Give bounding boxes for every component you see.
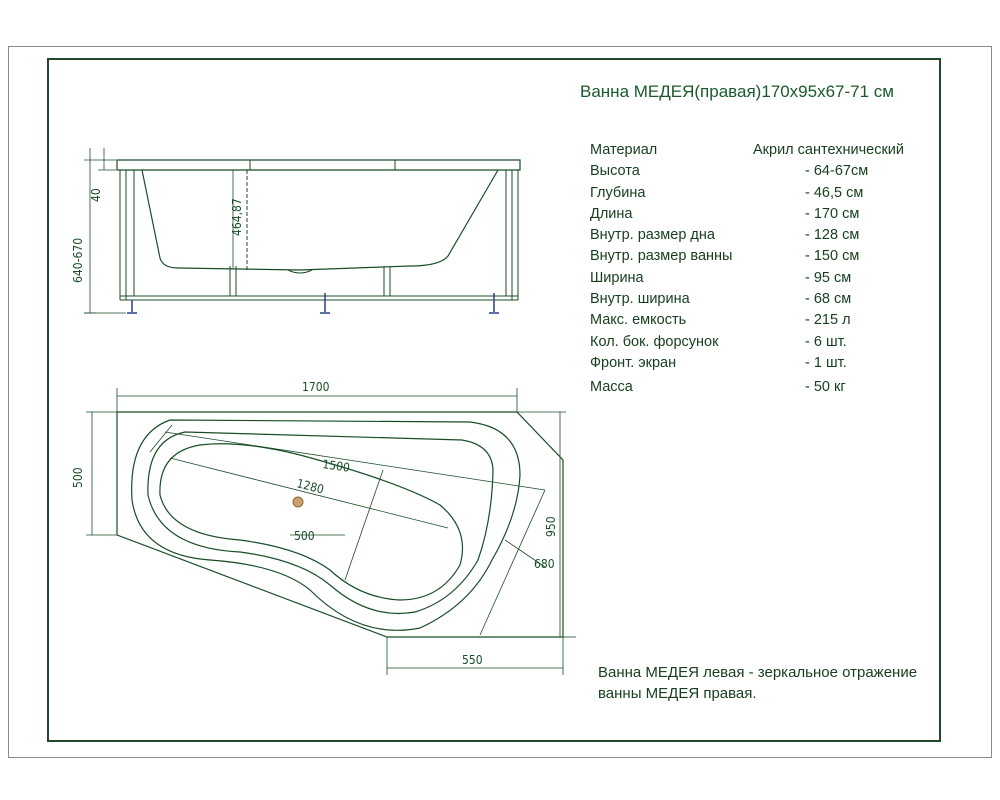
spec-row	[590, 185, 950, 206]
side-view	[117, 160, 520, 313]
spec-value: - 1 шт.	[805, 354, 847, 371]
spec-value: - 128 см	[805, 227, 860, 244]
spec-row	[590, 163, 950, 184]
spec-label: Высота	[590, 163, 640, 180]
spec-header-value: Акрил сантехнический	[753, 142, 904, 158]
dim-length: 1700	[302, 380, 330, 394]
spec-row	[590, 227, 950, 248]
dim-inner-width: 500	[294, 529, 315, 543]
spec-label: Фронт. экран	[590, 354, 677, 371]
spec-label: Макс. емкость	[590, 312, 687, 329]
dim-rim-height: 40	[89, 188, 103, 202]
spec-row	[590, 248, 950, 269]
spec-label: Длина	[590, 205, 633, 222]
mirror-note: Ванна МЕДЕЯ левая - зеркальное отражение ванны МЕДЕЯ правая.	[598, 664, 918, 702]
spec-row	[590, 291, 950, 312]
side-frame	[120, 170, 518, 300]
spec-label: Кол. бок. форсунок	[590, 333, 719, 350]
drain	[293, 497, 303, 507]
spec-label: Внутр. ширина	[590, 291, 690, 308]
top-rim-contour	[132, 420, 520, 630]
spec-row	[590, 355, 950, 376]
spec-value: - 95 см	[805, 269, 852, 286]
spec-row	[590, 270, 950, 291]
spec-value: - 46,5 см	[805, 184, 864, 201]
spec-row	[590, 379, 950, 400]
spec-label: Внутр. размер дна	[590, 227, 715, 244]
dim-bottom-length: 1280	[295, 476, 326, 497]
spec-row	[590, 312, 950, 333]
dim-total-height: 640-670	[71, 237, 85, 283]
drawing-title: Ванна МЕДЕЯ(правая)170х95х67-71 см	[580, 82, 894, 101]
side-rim	[117, 160, 520, 170]
spec-row	[590, 206, 950, 227]
dim-diag-width: 680	[534, 557, 555, 571]
spec-value: - 6 шт.	[805, 333, 847, 350]
dim-depth: 464,87	[230, 198, 244, 236]
spec-value: - 150 см	[805, 248, 860, 265]
spec-label: Ширина	[590, 269, 644, 286]
dim-bottom-edge: 550	[462, 653, 483, 667]
spec-row	[590, 334, 950, 355]
top-outer-contour	[117, 412, 563, 637]
spec-value: - 64-67см	[805, 163, 869, 180]
spec-table	[590, 142, 950, 401]
spec-label: Внутр. размер ванны	[590, 248, 733, 265]
side-tub-body	[142, 170, 498, 270]
dim-inner-length: 1500	[321, 457, 351, 475]
spec-label: Глубина	[590, 184, 646, 201]
spec-value: - 215 л	[805, 312, 851, 329]
spec-header-row	[590, 142, 950, 163]
spec-value: - 50 кг	[805, 379, 846, 396]
spec-value: - 170 см	[805, 205, 860, 222]
top-dimensions	[86, 388, 576, 675]
side-dimensions	[84, 148, 233, 313]
top-bowl-contour	[148, 432, 493, 613]
dim-right-width: 950	[544, 516, 558, 537]
spec-header-label: Материал	[590, 142, 658, 158]
dim-left-width: 500	[71, 467, 85, 488]
spec-value: - 68 см	[805, 291, 852, 308]
spec-label: Масса	[590, 379, 633, 396]
top-view	[117, 412, 563, 637]
